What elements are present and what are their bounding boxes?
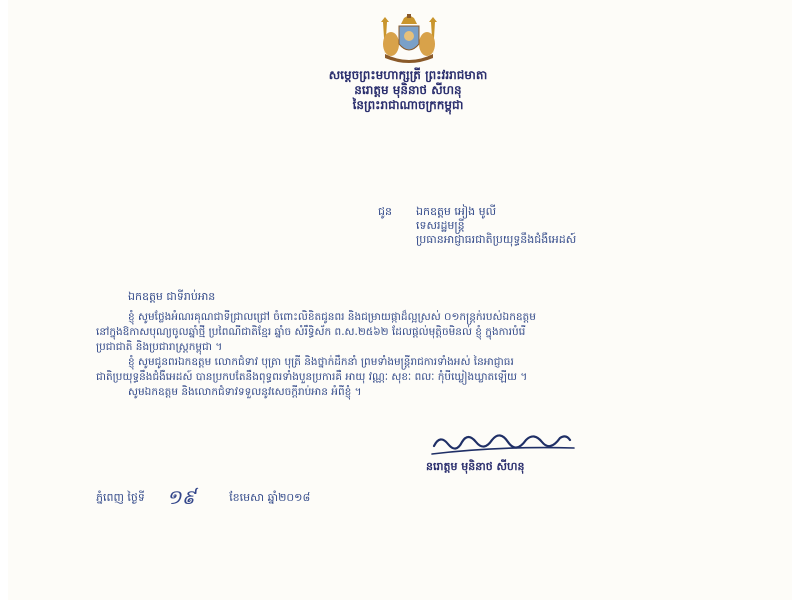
handwritten-signature-icon — [428, 420, 578, 458]
body-line-4: ខ្ញុំ សូមជូនពរឯកឧត្តម លោកជំទាវ បុត្រា បុត្រី និងថ្នាក់ដឹកនាំ ព្រមទាំងមន្ត្រីរាជការទាំងអស់ នៃអាជ្ញាធរ — [128, 356, 514, 368]
body-line-3: ប្រជាជាតិ និងប្រជារាស្ត្រកម្ពុជា ។ — [96, 341, 223, 353]
recipient-name: ឯកឧត្តម អៀង មូលី — [416, 205, 497, 218]
recipient-to-label: ជូន — [378, 205, 392, 218]
date-day: ១៩ — [166, 485, 196, 509]
header-line-3: នៃព្រះរាជាណាចក្រកម្ពុជា — [352, 98, 464, 112]
letter-body — [96, 310, 736, 400]
date-suffix: ខែមេសា ឆ្នាំ២០១៨ — [229, 491, 311, 504]
salutation: ឯកឧត្តម ជាទីរាប់អាន — [128, 290, 216, 303]
paper-sheet — [8, 0, 792, 600]
header-line-2: នរោត្តម មុនិនាថ សីហនុ — [354, 83, 462, 97]
sender-header — [258, 68, 558, 113]
body-line-2: នៅក្នុងឱកាសបុណ្យចូលឆ្នាំថ្មី ប្រពៃណីជាតិខ្មែរ ឆ្នាំច សំរឹទ្ធិស័ក ព.ស.២៥៦២ ដែលផ្តល់មុត្តិចមិនល់ ខ្ញុំ ក្នុងការបំរើ — [96, 326, 526, 338]
signatory-name: នរោត្តម មុនិនាថ សីហនុ — [426, 460, 525, 473]
date-line — [96, 484, 310, 514]
recipient-title: ទេសរដ្ឋមន្ត្រី — [416, 219, 465, 232]
body-line-5: ជាតិប្រយុទ្ធនឹងជំងឺអេដស៍ បានប្រកបតែនឹងពុទ្ធពរទាំងបួនប្រការគឺ អាយុ វណ្ណៈ សុខៈ ពលៈ កុំបីឃ្លៀងឃ្លាតឡើយ ។ — [96, 371, 528, 383]
recipient-position: ប្រធានអាជ្ញាធរជាតិប្រយុទ្ធនឹងជំងឺអេដស៍ — [416, 233, 577, 246]
date-prefix: ភ្នំពេញ ថ្ងៃទី — [96, 491, 145, 504]
body-line-6: សូមឯកឧត្តម និងលោកជំទាវទទួលនូវសេចក្តីរាប់អាន អំពីខ្ញុំ ។ — [128, 386, 362, 398]
body-line-1: ខ្ញុំ សូមថ្លែងអំណរគុណជាទីជ្រាលជ្រៅ ចំពោះលិខិតជូនពរ និងជម្រាយផ្កាដ៏ល្អស្រស់ ០១កន្ត្រក់របស់ឯកឧត្តម — [128, 311, 536, 323]
header-line-1: សម្តេចព្រះមហាក្សត្រី ព្រះវររាជមាតា — [328, 68, 488, 82]
royal-emblem-icon — [371, 14, 447, 64]
